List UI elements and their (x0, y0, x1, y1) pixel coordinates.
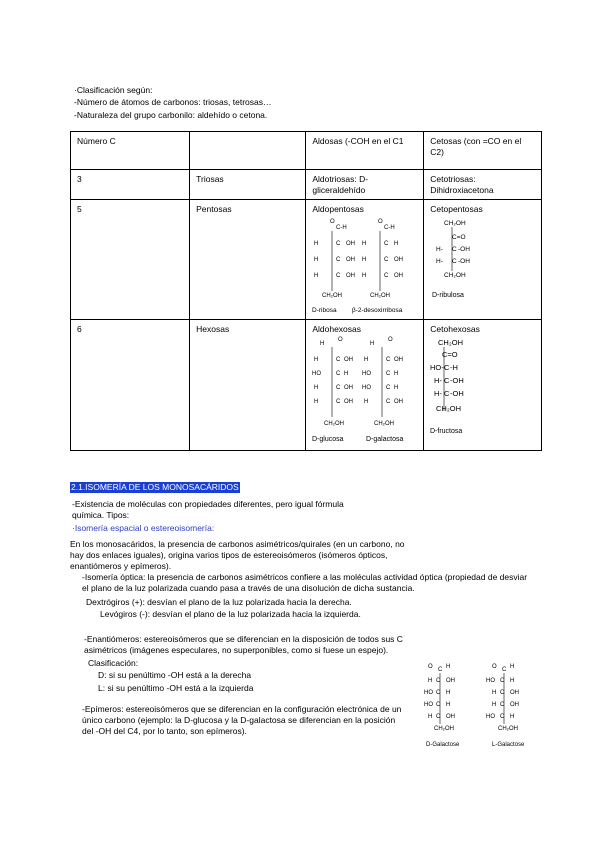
caption-d-ribulosa: D-ribulosa (432, 292, 465, 299)
svg-text:OH: OH (344, 357, 354, 363)
d-galactose-figure (424, 664, 455, 732)
header-cell: Aldosas (-COH en el C1 (306, 132, 424, 170)
levogiros-text: Levógiros (-): desvían el plano de la luz polarizada hacia la izquierda. (100, 609, 361, 619)
svg-text:H: H (344, 371, 349, 377)
caption-d-ribosa: D-ribosa (312, 307, 337, 314)
svg-text:C: C (336, 385, 341, 391)
svg-text:C-H: C-H (336, 225, 348, 231)
svg-text:C: C (444, 363, 450, 372)
svg-text:C: C (500, 702, 505, 708)
enantiomeros-text: -Enantiómeros: estereoisómeros que se diferencian en la disposición de todos sus C asimétricos (imágenes especulares, no superponibles, como si fuese un espejo). (84, 634, 403, 655)
svg-text:H: H (362, 273, 367, 279)
svg-text:C: C (336, 371, 341, 377)
svg-text:CH₂OH: CH₂OH (444, 220, 466, 227)
cell-carbon-number: 5 (71, 200, 190, 320)
d-glucose-structure (312, 337, 353, 427)
cetohexosas-label: Cetohexosas (430, 324, 480, 334)
svg-text:H: H (394, 241, 399, 247)
svg-text:CH₂OH: CH₂OH (322, 293, 343, 299)
svg-text:OH: OH (510, 702, 519, 708)
cell-cetosa: Cetotriosas: Dihidroxiacetona (424, 170, 542, 200)
svg-text:C: C (384, 241, 389, 247)
aldopentosas-label: Aldopentosas (312, 204, 364, 214)
svg-text:C: C (336, 241, 341, 247)
aldohexosas-label: Aldohexosas (312, 324, 362, 334)
intro-line-2: -Naturaleza del grupo carbonilo: aldehído o cetona. (74, 110, 268, 120)
d-ribulose-structure (430, 215, 510, 301)
intro-heading: ·Clasificación según: (74, 85, 153, 95)
svg-text:HO: HO (312, 371, 322, 377)
svg-text:OH: OH (346, 241, 356, 247)
cell-aldosa (306, 320, 424, 451)
section-title: 2.1.ISOMERÍA DE LOS MONOSACÁRIDOS (71, 482, 239, 492)
svg-text:-OH: -OH (450, 389, 465, 398)
svg-text:H: H (314, 273, 319, 279)
svg-text:C: C (438, 667, 443, 673)
svg-text:C: C (336, 257, 341, 263)
svg-text:OH: OH (446, 714, 455, 720)
svg-text:C: C (336, 399, 341, 405)
svg-text:C-H: C-H (384, 225, 396, 231)
isomeria-optica-text: -Isomería óptica: la presencia de carbonos asimétricos confiere a las moléculas actividad óptica (propiedad de desviar el plano de la luz polarizada cuando pasa a través de una disolución de dicha sustancia. (82, 572, 528, 593)
svg-text:OH: OH (344, 399, 354, 405)
table-row (71, 320, 542, 451)
cell-aldosa (306, 200, 424, 320)
svg-text:H: H (428, 678, 433, 684)
caption-d-fructosa: D-fructosa (430, 428, 463, 435)
caption-d-galactosa: D-galactosa (366, 436, 404, 443)
caption-deoxyribose: β-2-desoxirribosa (352, 307, 403, 314)
clasificacion-label: Clasificación: (88, 658, 139, 668)
svg-text:-OH: -OH (458, 258, 471, 265)
svg-text:H: H (446, 664, 451, 670)
svg-text:OH: OH (346, 257, 356, 263)
svg-text:C: C (336, 273, 341, 279)
caption-d-glucosa: D-glucosa (312, 436, 344, 443)
caption-l-galactose: L-Galactose (492, 742, 525, 748)
svg-text:C: C (436, 702, 441, 708)
svg-text:H: H (492, 690, 497, 696)
svg-text:H: H (510, 664, 515, 670)
svg-text:C=O: C=O (452, 234, 466, 241)
svg-text:H-: H- (434, 389, 443, 398)
svg-text:O: O (330, 219, 336, 225)
svg-text:C: C (436, 714, 441, 720)
dextrogiros-text: Dextrógiros (+): desvían el plano de la luz polarizada hacia la derecha. (86, 597, 352, 607)
subtitle-estereoisomeria: ·Isomería espacial o estereoisomería: (72, 523, 215, 533)
svg-text:C: C (452, 258, 457, 265)
svg-text:H: H (364, 399, 369, 405)
svg-text:H: H (362, 241, 367, 247)
svg-text:OH: OH (394, 273, 404, 279)
svg-text:H-: H- (436, 246, 444, 253)
svg-text:H: H (314, 257, 319, 263)
svg-text:HO: HO (362, 385, 372, 391)
d-galactose-structure (362, 337, 403, 427)
svg-text:OH: OH (394, 399, 404, 405)
cell-cetosa (424, 200, 542, 320)
svg-text:C: C (384, 257, 389, 263)
deoxyribose-structure (362, 219, 403, 299)
svg-text:H: H (364, 357, 369, 363)
svg-text:C: C (436, 678, 441, 684)
svg-text:O: O (428, 664, 433, 670)
table-row (71, 200, 542, 320)
svg-text:OH: OH (394, 257, 404, 263)
cell-cetosa (424, 320, 542, 451)
svg-text:H: H (314, 385, 319, 391)
svg-text:C: C (436, 690, 441, 696)
svg-text:H-: H- (436, 258, 444, 265)
svg-text:C: C (500, 690, 505, 696)
svg-text:-OH: -OH (450, 376, 465, 385)
svg-text:OH: OH (510, 690, 519, 696)
svg-text:H: H (320, 341, 325, 347)
svg-text:H: H (394, 385, 399, 391)
header-cell (190, 132, 306, 170)
svg-text:H: H (362, 257, 367, 263)
svg-text:H: H (370, 341, 375, 347)
epimeros-text: -Epímeros: estereoisómeros que se diferencian en la configuración electrónica de un único carbono (ejemplo: la D-glucosa y la D-galactosa se diferencian en la posición del -OH del C4, por lo tanto, son epímeros). (82, 704, 402, 736)
svg-text:CH₂OH: CH₂OH (498, 726, 518, 732)
svg-text:HO: HO (362, 371, 372, 377)
svg-text:C: C (386, 399, 391, 405)
svg-text:CH₂OH: CH₂OH (374, 421, 395, 427)
svg-text:HO-: HO- (430, 363, 445, 372)
cell-aldosa: Aldotriosas: D-gliceraldehído (306, 170, 424, 200)
svg-text:OH: OH (394, 357, 404, 363)
svg-text:C: C (500, 678, 505, 684)
svg-text:O: O (492, 664, 497, 670)
svg-text:H: H (492, 702, 497, 708)
svg-text:C: C (386, 371, 391, 377)
svg-text:H: H (394, 371, 399, 377)
paragraph-monosacaridos: En los monosacáridos, la presencia de carbonos asimétricos/quirales (en un carbono, no hay dos enlaces iguales), origina varios tipos de estereoisómeros (isómeros ópticos, enantiómeros y epímeros). (70, 539, 405, 571)
header-cell: Cetosas (con =CO en el C2) (424, 132, 542, 170)
classification-table (70, 131, 542, 451)
svg-text:C: C (500, 714, 505, 720)
svg-text:H: H (510, 678, 515, 684)
svg-text:HO: HO (486, 678, 495, 684)
svg-text:CH₂OH: CH₂OH (434, 726, 454, 732)
d-fructose-structure (430, 335, 510, 439)
svg-text:CH₂OH: CH₂OH (444, 272, 466, 279)
svg-text:O: O (388, 337, 394, 343)
svg-text:C: C (336, 357, 341, 363)
cell-carbon-number: 6 (71, 320, 190, 451)
svg-text:HO: HO (424, 702, 433, 708)
svg-text:H: H (428, 714, 433, 720)
svg-text:C: C (386, 385, 391, 391)
svg-text:H: H (510, 714, 515, 720)
svg-text:C: C (444, 389, 450, 398)
svg-text:CH₂OH: CH₂OH (436, 404, 462, 413)
header-cell: Número C (71, 132, 190, 170)
svg-text:OH: OH (446, 678, 455, 684)
d-rule-text: D: si su penúltimo -OH está a la derecha (98, 670, 252, 680)
svg-text:C: C (452, 246, 457, 253)
svg-text:C: C (384, 273, 389, 279)
cell-name: Triosas (190, 170, 306, 200)
svg-text:C: C (444, 376, 450, 385)
svg-text:HO: HO (486, 714, 495, 720)
cetopentosas-label: Cetopentosas (430, 204, 483, 214)
svg-text:C=O: C=O (442, 350, 458, 359)
definition-text: -Existencia de moléculas con propiedades diferentes, pero igual fórmula química. Tipos: (72, 499, 344, 520)
d-ribose-structure (314, 219, 355, 299)
svg-text:HO: HO (424, 690, 433, 696)
svg-text:C: C (386, 357, 391, 363)
cell-name: Hexosas (190, 320, 306, 451)
svg-text:CH₂OH: CH₂OH (438, 338, 464, 347)
intro-line-1: -Número de átomos de carbonos: triosas, tetrosas… (74, 97, 272, 107)
l-rule-text: L: si su penúltimo -OH está a la izquierda (98, 683, 254, 693)
svg-text:OH: OH (344, 385, 354, 391)
svg-text:H: H (314, 399, 319, 405)
svg-text:H: H (446, 690, 451, 696)
svg-text:CH₂OH: CH₂OH (370, 293, 391, 299)
galactose-enantiomers-figure (422, 662, 542, 752)
table-row (71, 170, 542, 200)
cell-carbon-number: 3 (71, 170, 190, 200)
aldohexose-structures (312, 335, 412, 445)
caption-d-galactose: D-Galactose (426, 742, 460, 748)
aldopentose-structures (312, 215, 412, 315)
svg-text:O: O (378, 219, 384, 225)
cell-name: Pentosas (190, 200, 306, 320)
svg-text:H: H (446, 702, 451, 708)
svg-text:CH₂OH: CH₂OH (324, 421, 345, 427)
svg-text:H: H (314, 241, 319, 247)
svg-text:-OH: -OH (458, 246, 471, 253)
l-galactose-figure (486, 664, 519, 732)
svg-text:OH: OH (346, 273, 356, 279)
table-header-row (71, 132, 542, 170)
svg-text:O: O (338, 337, 344, 343)
svg-text:-H: -H (450, 363, 459, 372)
svg-text:H-: H- (434, 376, 443, 385)
svg-text:H: H (314, 357, 319, 363)
svg-text:C: C (502, 667, 507, 673)
